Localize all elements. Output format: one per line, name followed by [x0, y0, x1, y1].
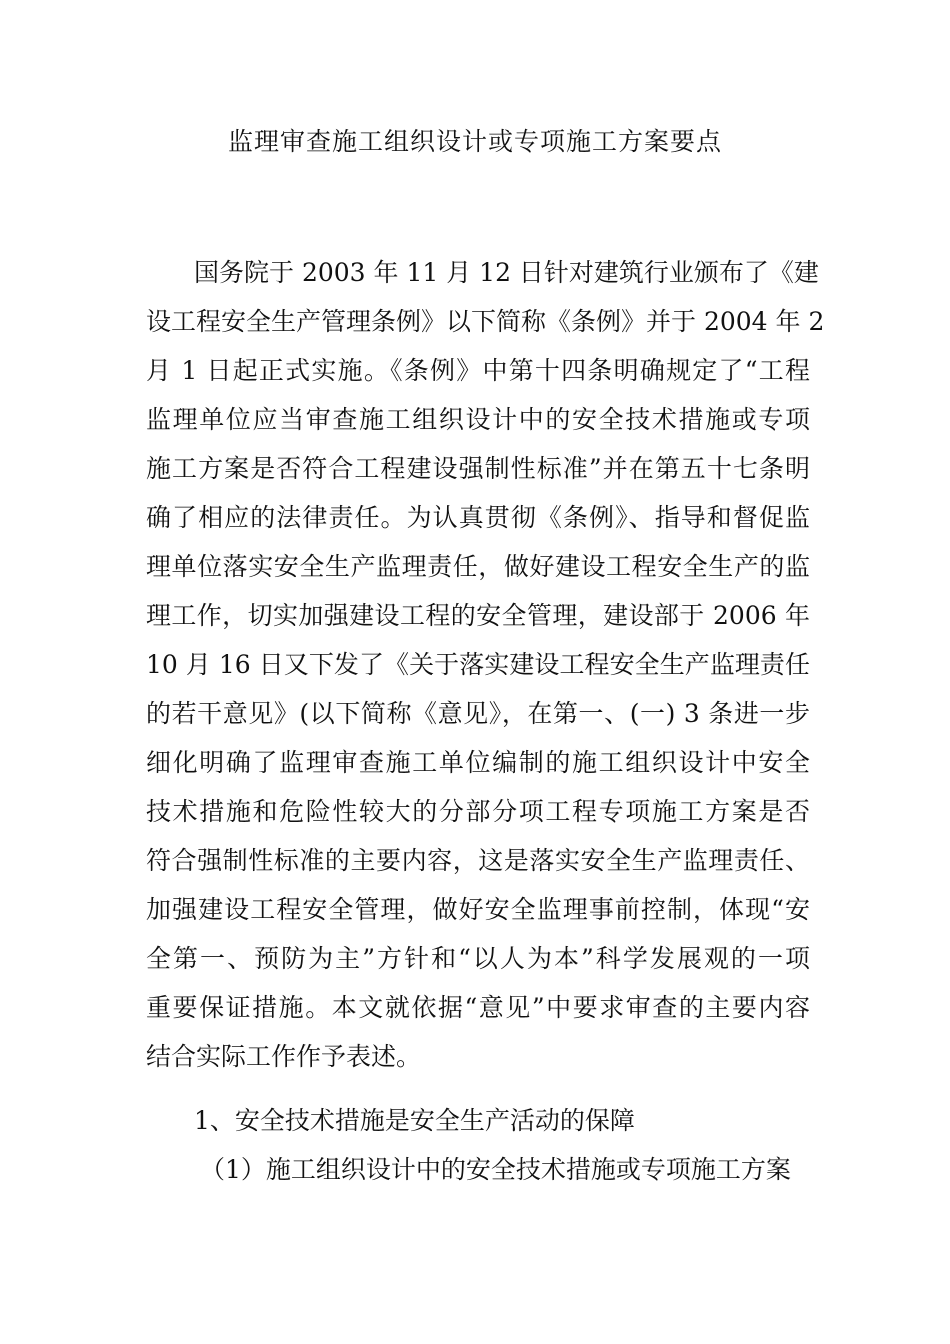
paragraph-line: 重要保证措施。本文就依据“意见”中要求审查的主要内容	[146, 993, 810, 1022]
paragraph-line: 符合强制性标准的主要内容，这是落实安全生产监理责任、	[146, 846, 810, 875]
paragraph-line: 10 月 16 日又下发了《关于落实建设工程安全生产监理责任	[146, 650, 810, 679]
paragraph-line: 确了相应的法律责任。为认真贯彻《条例》、指导和督促监	[146, 503, 810, 532]
section-heading-1: 1、安全技术措施是安全生产活动的保障	[194, 1106, 635, 1135]
paragraph-line: 理单位落实安全生产监理责任，做好建设工程安全生产的监	[146, 552, 810, 581]
paragraph-line: 结合实际工作作予表述。	[146, 1042, 422, 1071]
paragraph-line: 设工程安全生产管理条例》以下简称《条例》并于 2004 年 2	[146, 307, 825, 336]
paragraph-line: 国务院于 2003 年 11 月 12 日针对建筑行业颁布了《建	[194, 258, 819, 287]
subsection-heading-1: （1）施工组织设计中的安全技术措施或专项施工方案	[200, 1155, 791, 1184]
paragraph-line: 细化明确了监理审查施工单位编制的施工组织设计中安全	[146, 748, 810, 777]
paragraph-line: 月 1 日起正式实施。《条例》中第十四条明确规定了“工程	[146, 356, 810, 385]
paragraph-line: 全第一、预防为主”方针和“以人为本”科学发展观的一项	[146, 944, 810, 973]
paragraph-line: 理工作，切实加强建设工程的安全管理，建设部于 2006 年	[146, 601, 810, 630]
paragraph-1	[146, 248, 825, 1081]
paragraph-line: 技术措施和危险性较大的分部分项工程专项施工方案是否	[146, 797, 810, 826]
paragraph-line: 施工方案是否符合工程建设强制性标准”并在第五十七条明	[146, 454, 810, 483]
paragraph-line: 加强建设工程安全管理，做好安全监理事前控制，体现“安	[146, 895, 810, 924]
paragraph-line: 的若干意见》(以下简称《意见》，在第一、(一) 3 条进一步	[146, 699, 810, 728]
document-title: 监理审查施工组织设计或专项施工方案要点	[227, 127, 722, 156]
paragraph-line: 监理单位应当审查施工组织设计中的安全技术措施或专项	[146, 405, 810, 434]
